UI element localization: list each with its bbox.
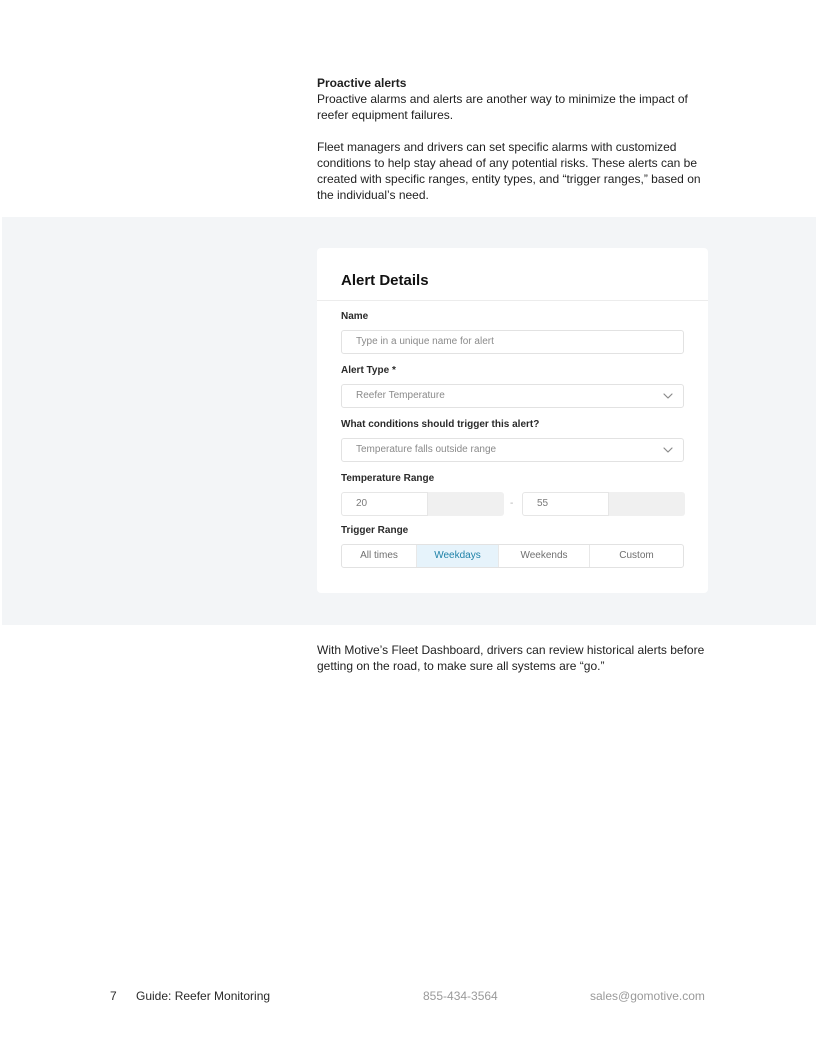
trigger-range-label: Trigger Range <box>341 525 409 536</box>
intro-paragraph-2: Fleet managers and drivers can set specific alarms with customized conditions to help stay ahead of any potential risks. These alerts can be created with specific ranges, entity types, and “trigger ranges,” based on the individual’s need. <box>317 140 701 202</box>
phone-number: 855-434-3564 <box>423 989 498 1003</box>
temperature-min-value: 20 <box>341 492 428 516</box>
temperature-range-label: Temperature Range <box>341 473 435 484</box>
trigger-option-weekdays[interactable]: Weekdays <box>417 545 499 567</box>
name-input[interactable]: Type in a unique name for alert <box>341 330 684 354</box>
temperature-max-value: 55 <box>522 492 609 516</box>
alert-type-label: Alert Type * <box>341 365 396 376</box>
guide-title: Guide: Reefer Monitoring <box>136 989 271 1003</box>
card-title: Alert Details <box>341 272 429 289</box>
chevron-down-icon <box>663 393 673 399</box>
section-heading: Proactive alerts <box>317 76 407 90</box>
intro-section <box>317 76 702 203</box>
temperature-max-field[interactable] <box>522 492 685 516</box>
range-separator: - <box>510 498 514 509</box>
chevron-down-icon <box>663 447 673 453</box>
page-number: 7 <box>110 989 117 1003</box>
trigger-option-custom[interactable]: Custom <box>619 550 654 561</box>
temperature-min-field[interactable] <box>341 492 504 516</box>
trigger-option-weekends[interactable]: Weekends <box>499 545 590 567</box>
alert-type-select[interactable] <box>341 384 684 408</box>
closing-paragraph: With Motive’s Fleet Dashboard, drivers can review historical alerts before getting on the road, to make sure all systems are “go.” <box>317 643 705 673</box>
condition-value: Temperature falls outside range <box>356 444 497 455</box>
page-footer <box>0 989 816 1005</box>
condition-label: What conditions should trigger this alert? <box>341 419 540 430</box>
trigger-option-all-times[interactable]: All times <box>342 545 417 567</box>
trigger-range-selector <box>341 544 684 568</box>
intro-paragraph: Proactive alarms and alerts are another way to minimize the impact of reefer equipment failures. <box>317 92 688 122</box>
name-label: Name <box>341 311 369 322</box>
condition-select[interactable] <box>341 438 684 462</box>
alert-details-card <box>317 248 708 593</box>
alert-type-value: Reefer Temperature <box>356 390 445 401</box>
card-divider <box>317 300 708 301</box>
email-address: sales@gomotive.com <box>590 989 705 1003</box>
